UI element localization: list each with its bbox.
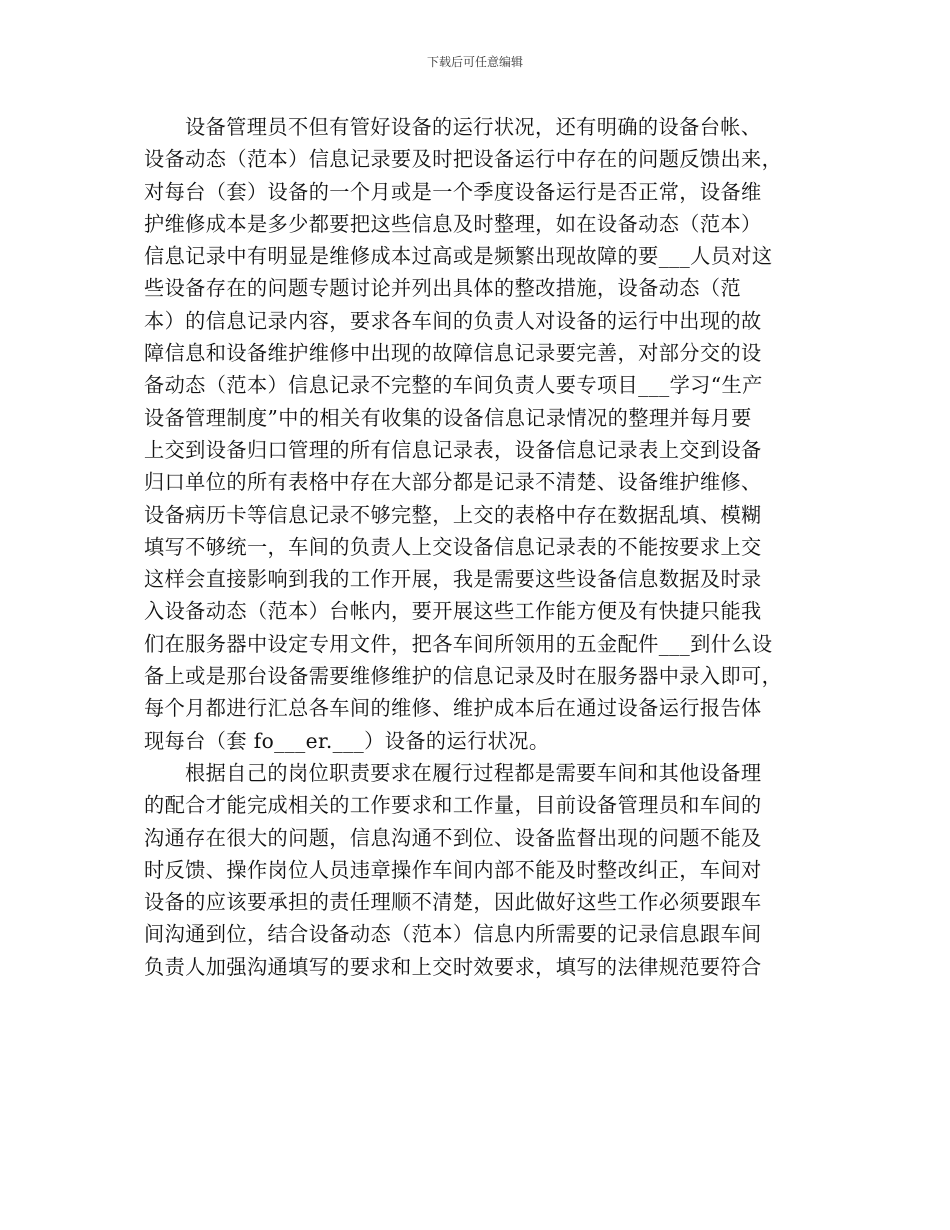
- text-line: 填写不够统一，车间的负责人上交设备信息记录表的不能按要求上交: [144, 534, 762, 559]
- text-line: 设备管理员不但有管好设备的运行状况，还有明确的设备台帐、: [185, 115, 762, 139]
- text-line: 每个月都进行汇总各车间的维修、维护成本后在通过设备运行报告体: [144, 696, 762, 721]
- paragraph-1: [144, 111, 824, 757]
- text-line: 负责人加强沟通填写的要求和上交时效要求，填写的法律规范要符合: [144, 954, 762, 979]
- document-body: [144, 111, 824, 983]
- text-line: 设备病历卡等信息记录不够完整，上交的表格中存在数据乱填、模糊: [144, 502, 762, 527]
- text-line: 对每台（套）设备的一个月或是一个季度设备运行是否正常，设备维: [144, 179, 762, 204]
- text-line: 设备的应该要承担的责任理顺不清楚，因此做好这些工作必须要跟车: [144, 890, 762, 915]
- text-line: 沟通存在很大的问题，信息沟通不到位、设备监督出现的问题不能及: [144, 825, 762, 850]
- text-line: 根据自己的岗位职责要求在履行过程都是需要车间和其他设备理: [185, 760, 762, 785]
- text-line: 障信息和设备维护维修中出现的故障信息记录要完善，对部分交的设: [144, 341, 762, 366]
- text-line: 备上或是那台设备需要维修维护的信息记录及时在服务器中录入即可，: [144, 664, 783, 689]
- text-line: 时反馈、操作岗位人员违章操作车间内部不能及时整改纠正，车间对: [144, 857, 762, 882]
- text-line: 设备动态（范本）信息记录要及时把设备运行中存在的问题反馈出来，: [144, 147, 783, 172]
- text-line: 这样会直接影响到我的工作开展，我是需要这些设备信息数据及时录: [144, 567, 762, 592]
- text-line: 入设备动态（范本）台帐内，要开展这些工作能方便及有快捷只能我: [144, 599, 762, 624]
- text-line: 信息记录中有明显是维修成本过高或是频繁出现故障的要___人员对这: [144, 244, 773, 269]
- text-line: 设备管理制度”中的相关有收集的设备信息记录情况的整理并每月要: [144, 405, 752, 430]
- text-line: 本）的信息记录内容，要求各车间的负责人对设备的运行中出现的故: [144, 308, 762, 333]
- text-line: 上交到设备归口管理的所有信息记录表，设备信息记录表上交到设备: [144, 437, 762, 462]
- text-line: 备动态（范本）信息记录不完整的车间负责人要专项目___学习“生产: [144, 373, 763, 398]
- paragraph-2: [144, 757, 824, 983]
- text-line: 些设备存在的问题专题讨论并列出具体的整改措施，设备动态（范: [144, 276, 742, 301]
- page-header: 下载后可任意编辑: [426, 55, 523, 69]
- text-line: 归口单位的所有表格中存在大部分都是记录不清楚、设备维护维修、: [144, 470, 762, 495]
- text-line: 现每台（套 fo___er.___）设备的运行状况。: [144, 728, 550, 753]
- text-line: 护维修成本是多少都要把这些信息及时整理，如在设备动态（范本）: [144, 211, 762, 236]
- text-line: 间沟通到位，结合设备动态（范本）信息内所需要的记录信息跟车间: [144, 922, 762, 947]
- text-line: 们在服务器中设定专用文件，把各车间所领用的五金配件___到什么设: [144, 631, 773, 656]
- text-line: 的配合才能完成相关的工作要求和工作量，目前设备管理员和车间的: [144, 793, 762, 818]
